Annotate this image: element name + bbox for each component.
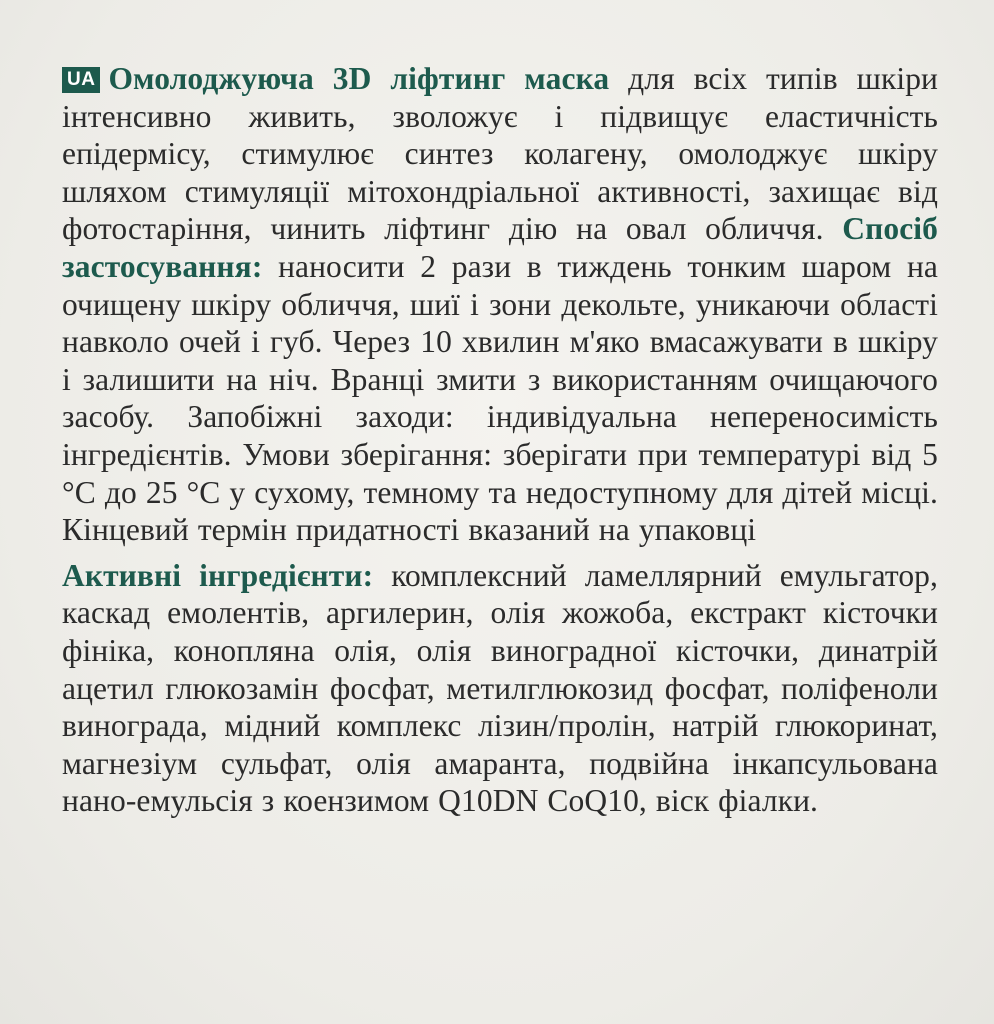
product-description: для всіх типів шкіри інтенсивно живить, зволожує і підвищує еластичність епідермісу, стимулює синтез колагену, омолоджує шкіру шляхом стимуляції мітохондріальної активності, захищає від фотостаріння, чинить ліфтинг дію на овал обличчя. (62, 61, 939, 247)
usage-title: Спосіб застосування: (62, 211, 938, 284)
ingredients-paragraph (62, 557, 938, 820)
product-name: Омолоджуюча 3D ліфтинг маска (108, 61, 610, 96)
ingredients-text: комплексний ламеллярний емульгатор, каскад емолентів, аргилерин, олія жожоба, екстракт кісточки фініка, конопляна олія, олія виноградної кісточки, динатрій ацетил глюкозамін фосфат, метилглюкозид фосфат, поліфеноли винограда, мідний комплекс лізин/пролін, натрій глюкоринат, магнезіум сульфат, олія амаранта, подвійна інкапсульована нано-емульсія з коензимом Q10DN CoQ10, віск фіалки. (62, 557, 938, 819)
ingredients-title: Активні інгредієнти: (62, 557, 374, 593)
product-label-text (62, 60, 938, 820)
language-badge: UA (62, 67, 100, 93)
description-paragraph (62, 60, 938, 549)
usage-text: наносити 2 рази в тиждень тонким шаром на очищену шкіру обличчя, шиї і зони декольте, уникаючи області навколо очей і губ. Через 10 хвилин м'яко вмасажувати в шкіру і залишити на ніч. Вранці змити з використанням очищаючого засобу. Запобіжні заходи: індивідуальна непереносимість інгредієнтів. Умови зберігання: зберігати при температурі від 5 °C до 25 °C у сухому, темному та недоступному для дітей місці. Кінцевий термін придатності вказаний на упаковці (62, 248, 938, 548)
